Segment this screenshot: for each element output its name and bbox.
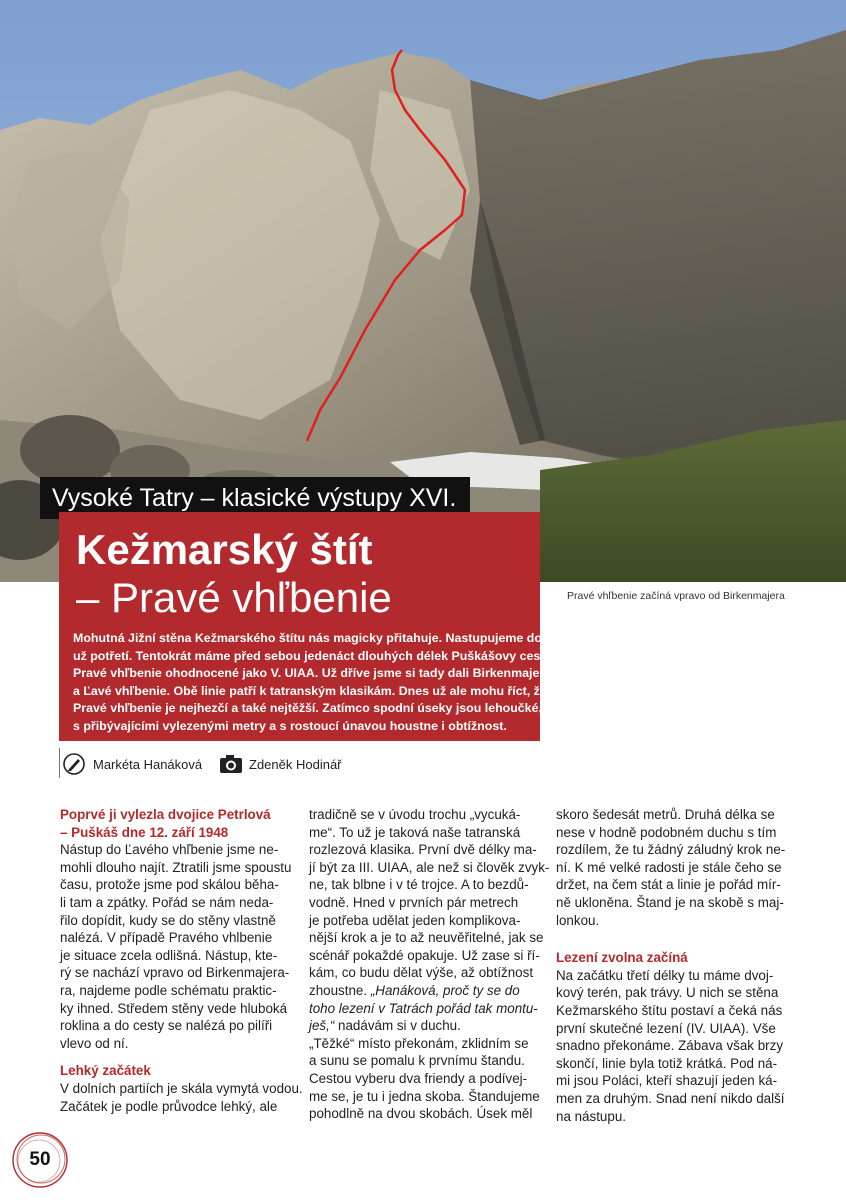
text-line: kový terén, pak trávy. U nich se stěna xyxy=(556,985,779,1001)
text-line: pohodlně na dvou skobách. Úsek měl xyxy=(309,1106,533,1122)
text-line: skončí, linie byla totiž krátká. Pod ná- xyxy=(556,1055,778,1071)
text-line: Začátek je podle průvodce lehký, ale xyxy=(60,1098,278,1114)
text-line: nese v hodně podobném duchu s tím xyxy=(556,824,777,840)
series-label: Vysoké Tatry – klasické výstupy XVI. xyxy=(40,477,470,519)
text-line: Nástup do Ľavého vhľbenie jsme ne- xyxy=(60,842,279,858)
text-line: první skutečné lezení (IV. UIAA). Vše xyxy=(556,1020,776,1036)
text-line: držet, na čem stát a linie je pořád mír- xyxy=(556,877,781,893)
text-line: ně ukloněna. Štand je na skobě s maj- xyxy=(556,894,784,910)
lead-line: Mohutná Jižní stěna Kežmarského štítu nás magicky přitahuje. Nastupujeme do ní xyxy=(73,631,557,645)
text-span: zhoustne. xyxy=(309,982,368,998)
section-heading: Lezení zvolna začíná xyxy=(556,950,688,966)
text-line: vodně. Hned v prvních pár metrech xyxy=(309,894,519,910)
credits-divider xyxy=(59,748,60,778)
section-heading: Poprvé ji vylezla dvojice Petrlová xyxy=(60,807,271,822)
quote-text: ješ,“ xyxy=(309,1018,335,1034)
lead-line: a Ľavé vhľbenie. Obě linie patří k tatranským klasikám. Dnes už ale mohu říct, že xyxy=(73,683,547,698)
text-line: vlevo od ní. xyxy=(60,1035,129,1051)
title-box xyxy=(59,512,557,741)
text-line: me se, je tu i jedna skoba. Štandujeme xyxy=(309,1088,540,1104)
text-line xyxy=(309,982,541,1000)
text-line: mohli dlouho najít. Ztratili jsme spoustu xyxy=(60,859,292,875)
text-line: je situace zcela odlišná. Nástup, kte- xyxy=(60,947,278,963)
text-line: li tam a zpátky. Pořád se nám neda- xyxy=(60,894,274,910)
text-line: jí být za III. UIAA, ale než si člověk zvyk- xyxy=(309,859,550,875)
text-line: rozlezová klasika. První dvě délky ma- xyxy=(309,842,537,858)
quote-text: „Hanáková, proč ty se do xyxy=(370,982,520,998)
text-line: a sunu se pomalu k prvnímu štandu. xyxy=(309,1053,525,1069)
text-line: men za druhým. Snad není nikdo další xyxy=(556,1090,785,1106)
text-line: kám, co budu dělat výše, až obtížnost xyxy=(309,965,534,981)
photo-caption: Pravé vhľbenie začíná vpravo od Birkenmajera xyxy=(567,590,785,602)
camera-icon xyxy=(219,753,241,775)
text-line: na nástupu. xyxy=(556,1108,626,1124)
author-credit xyxy=(63,752,202,776)
text-line: V dolních partiích je skála vymytá vodou. xyxy=(60,1080,303,1096)
text-line: Cestou vyberu dva friendy a podívej- xyxy=(309,1070,528,1086)
text-column-1 xyxy=(60,806,303,1115)
text-line: skoro šedesát metrů. Druhá délka se xyxy=(556,807,775,822)
text-line: lonkou. xyxy=(556,912,600,928)
lead-line: Pravé vhľbenie ohodnocené jako V. UIAA. Už dříve jsme si tady dali Birkenmajera xyxy=(73,666,552,681)
page-number-text: 50 xyxy=(29,1149,51,1170)
text-line: ní. K mé velké radosti je stále čeho se xyxy=(556,859,782,875)
text-column-2 xyxy=(309,806,550,1123)
page-number xyxy=(10,1130,70,1190)
text-line: ne, tak blbne i v té trojce. A to bezdů- xyxy=(309,877,529,893)
photographer-name: Zdeněk Hodinář xyxy=(249,756,342,772)
text-line: nější krok a je to až neuvěřitelné, jak se xyxy=(309,930,544,946)
text-line: ra, najdeme podle schématu praktic- xyxy=(60,982,277,998)
text-line: Kežmarského štítu postaví a čeká nás xyxy=(556,1002,783,1018)
article-title: Kežmarský štít xyxy=(76,526,373,573)
pen-icon xyxy=(63,753,85,775)
text-line: času, protože jsme pod skálou běha- xyxy=(60,877,279,893)
text-line: rý se nachází vpravo od Birkenmajera- xyxy=(60,965,290,981)
lead-paragraph xyxy=(73,630,557,736)
article-subtitle: – Pravé vhľbenie xyxy=(76,574,392,621)
lead-line: s přibývajícími vylezenými metry a s rostoucí únavou houstne i obtížnost. xyxy=(73,718,507,733)
text-line: řilo dopídit, kudy se do stěny vlastně xyxy=(60,912,276,928)
text-line: nalézá. V případě Pravého vhlbenie xyxy=(60,930,273,946)
lead-line: už potřetí. Tentokrát máme před sebou jedenáct dlouhých délek Puškášovy cesty xyxy=(73,648,552,663)
lead-line: Pravé vhľbenie je nejhezčí a také nejtěžší. Zatímco spodní úseky jsou lehoučké, xyxy=(73,701,542,716)
text-line: je potřeba udělat jeden komplikova- xyxy=(309,912,521,928)
quote-text: toho lezení v Tatrách pořád tak montu- xyxy=(309,1000,538,1016)
text-span: nadávám si v duchu. xyxy=(334,1018,461,1034)
text-line: ky ihned. Středem stěny vede hluboká xyxy=(60,1000,288,1016)
text-column-3 xyxy=(556,806,788,1125)
author-name: Markéta Hanáková xyxy=(93,756,203,772)
text-line: scénář pokaždé opakuje. Už zase si ří- xyxy=(309,947,540,963)
text-line: rozdílem, že tu žádný záludný krok ne- xyxy=(556,842,786,858)
text-line: „Těžké“ místo překonám, zklidním se xyxy=(309,1035,529,1051)
text-line: roklina a do cesty se nalézá po pilíři xyxy=(60,1018,273,1034)
text-line xyxy=(309,1017,541,1035)
text-line: me“. To už je taková naše tatranská xyxy=(309,824,521,840)
text-line: tradičně se v úvodu trochu „vycuká- xyxy=(309,807,521,822)
photographer-credit xyxy=(219,752,342,776)
section-heading: Lehký začátek xyxy=(60,1063,151,1079)
section-heading: – Puškáš dne 12. září 1948 xyxy=(60,824,229,840)
text-line: snadno překonáme. Zábava však brzy xyxy=(556,1038,784,1054)
text-line: Na začátku třetí délky tu máme dvoj- xyxy=(556,967,774,983)
credits xyxy=(59,748,540,778)
text-line: mi jsou Poláci, kteří shazují jeden ká- xyxy=(556,1073,778,1089)
